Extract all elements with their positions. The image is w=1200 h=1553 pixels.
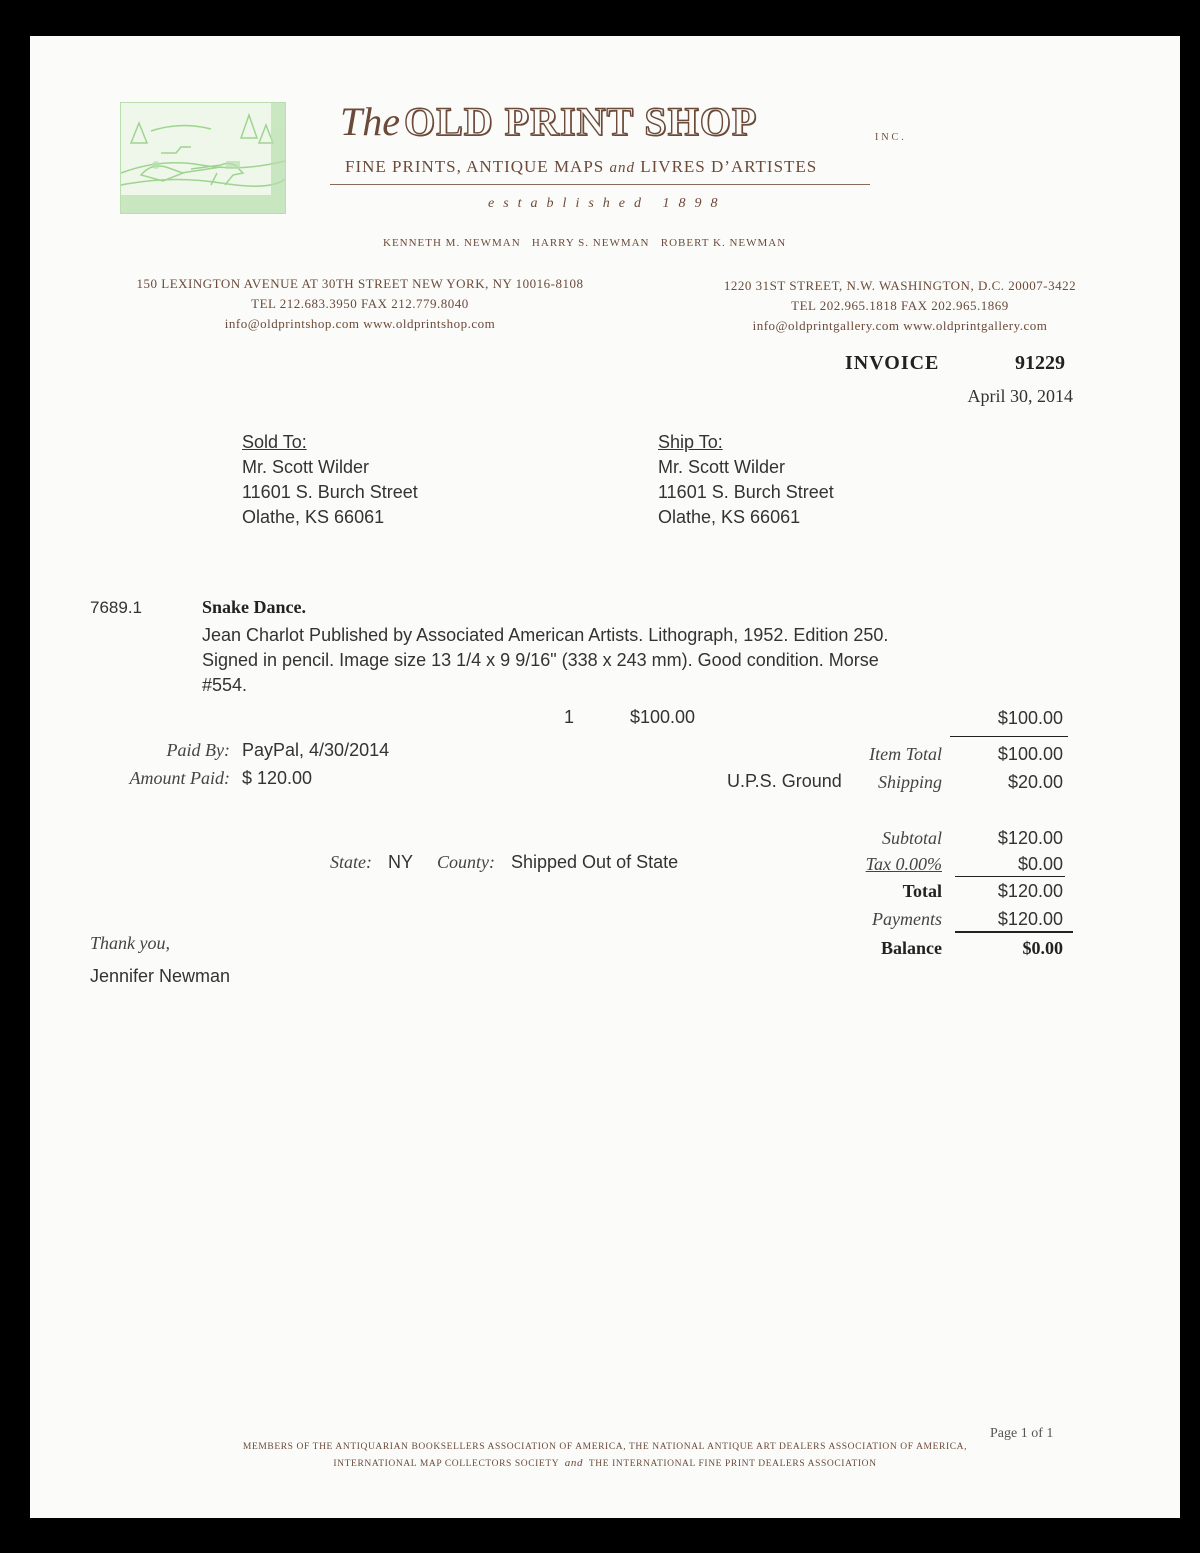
sold-to-city: Olathe, KS 66061 <box>242 507 385 527</box>
item-total-label: Item Total <box>869 744 942 764</box>
state-value: NY <box>388 852 414 872</box>
ship-to-city: Olathe, KS 66061 <box>658 507 801 527</box>
tagline-and: and <box>609 160 635 176</box>
paid-by-value: PayPal, 4/30/2014 <box>242 740 390 760</box>
dc-address-line1: 1220 31ST STREET, N.W. WASHINGTON, D.C. 20007-3422 <box>723 278 1077 293</box>
title-script: The <box>340 99 400 144</box>
invoice-page <box>30 36 1180 1518</box>
payments-value: $120.00 <box>997 909 1063 929</box>
footer-memberships <box>30 1442 1180 1469</box>
thank-you: Thank you, <box>90 933 170 953</box>
paid-by-label: Paid By: <box>166 740 230 760</box>
tax-value: $0.00 <box>1017 854 1063 874</box>
line-total-rule <box>950 736 1068 737</box>
ship-to-block <box>658 430 834 530</box>
amount-paid-value: $ 120.00 <box>242 768 313 788</box>
item-description <box>202 623 888 698</box>
tax-label: Tax 0.00% <box>865 854 942 874</box>
item-desc-line2: Signed in pencil. Image size 13 1/4 x 9 9/16" (338 x 243 mm). Good condition. Morse <box>202 650 879 670</box>
payments-label: Payments <box>872 909 942 929</box>
balance-value: $0.00 <box>1022 938 1063 958</box>
state-label: State: <box>330 852 372 872</box>
footer-line2 <box>30 1457 1180 1469</box>
shipping-label: Shipping <box>877 772 942 792</box>
tagline <box>345 157 817 177</box>
ny-web[interactable]: info@oldprintshop.com www.oldprintshop.com <box>224 316 496 331</box>
sleigh-logo-icon <box>120 102 286 214</box>
footer-line2-and: and <box>564 1457 584 1469</box>
subtotal-value: $120.00 <box>997 828 1063 848</box>
ship-to-label: Ship To: <box>658 432 723 452</box>
total-label: Total <box>902 881 942 901</box>
dc-phone: TEL 202.965.1818 FAX 202.965.1869 <box>791 298 1009 313</box>
established: established 1898 <box>488 196 727 211</box>
footer-line2-b: THE INTERNATIONAL FINE PRINT DEALERS ASSOCIATION <box>588 1459 877 1469</box>
item-code: 7689.1 <box>90 598 142 617</box>
footer-line2-a: INTERNATIONAL MAP COLLECTORS SOCIETY <box>333 1459 559 1469</box>
amount-paid-label: Amount Paid: <box>129 768 230 788</box>
balance-label: Balance <box>881 938 942 958</box>
ship-method: U.P.S. Ground <box>727 771 842 791</box>
dc-web[interactable]: info@oldprintgallery.com www.oldprintgallery.com <box>752 318 1048 333</box>
invoice-date: April 30, 2014 <box>967 386 1073 406</box>
tax-rule <box>955 876 1065 877</box>
item-total-value: $100.00 <box>997 744 1063 764</box>
sold-to-name: Mr. Scott Wilder <box>242 457 370 477</box>
ny-address-line1: 150 LEXINGTON AVENUE AT 30TH STREET NEW YORK, NY 10016-8108 <box>136 276 584 291</box>
county-label: County: <box>437 852 495 872</box>
item-desc-line1: Jean Charlot Published by Associated American Artists. Lithograph, 1952. Edition 250. <box>202 625 889 645</box>
sold-to-block <box>242 430 418 530</box>
shipping-value: $20.00 <box>1007 772 1063 792</box>
page-number: Page 1 of 1 <box>990 1426 1054 1441</box>
tagline-rule <box>330 184 870 185</box>
ship-to-street: 11601 S. Burch Street <box>658 482 834 502</box>
tagline-part-a: FINE PRINTS, ANTIQUE MAPS <box>345 157 605 176</box>
item-line-total: $100.00 <box>997 708 1063 728</box>
title-main: OLD PRINT SHOP <box>404 99 758 144</box>
invoice-number: 91229 <box>1015 352 1065 374</box>
item-title: Snake Dance. <box>202 597 307 617</box>
sold-to-label: Sold To: <box>242 432 307 452</box>
shop-title <box>340 98 757 145</box>
ny-phone: TEL 212.683.3950 FAX 212.779.8040 <box>251 296 469 311</box>
tagline-part-b: LIVRES D’ARTISTES <box>640 157 818 176</box>
footer-line1: MEMBERS OF THE ANTIQUARIAN BOOKSELLERS ASSOCIATION OF AMERICA, THE NATIONAL ANTIQUE ART DEALERS ASSOCIATION OF AMERICA, <box>242 1442 968 1452</box>
county-value: Shipped Out of State <box>511 852 679 872</box>
item-price: $100.00 <box>630 707 696 727</box>
ship-to-name: Mr. Scott Wilder <box>658 457 786 477</box>
item-desc-line3: #554. <box>202 675 248 695</box>
total-value: $120.00 <box>997 881 1063 901</box>
payments-rule <box>955 931 1073 933</box>
dc-address <box>705 278 1095 334</box>
principals: KENNETH M. NEWMAN HARRY S. NEWMAN ROBERT K. NEWMAN <box>383 237 787 249</box>
signer-name: Jennifer Newman <box>90 966 231 986</box>
ny-address <box>120 276 600 332</box>
sold-to-street: 11601 S. Burch Street <box>242 482 418 502</box>
invoice-label: INVOICE <box>845 352 940 374</box>
title-suffix: INC. <box>875 132 907 143</box>
item-qty: 1 <box>564 707 575 727</box>
subtotal-label: Subtotal <box>881 828 942 848</box>
